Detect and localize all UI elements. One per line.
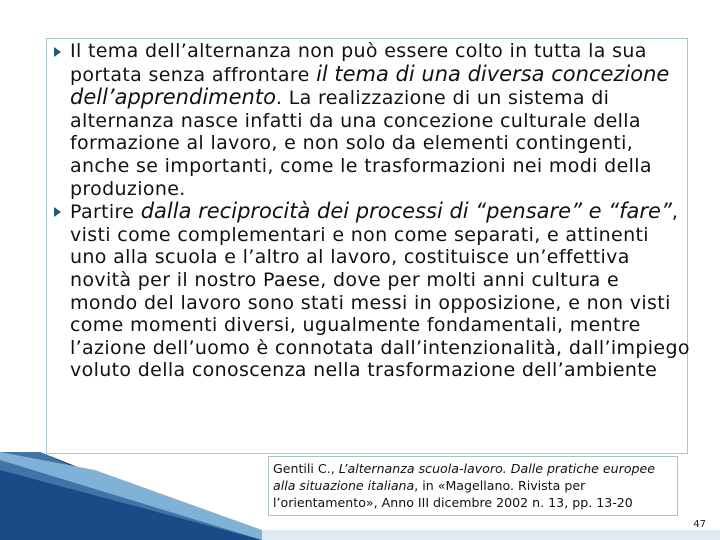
citation [268,456,678,516]
bullet-2-text-cont: , visti come complementari e non come separati, e attinenti uno alla scuola e l’altro al lavoro, costituisce un’effettiva novità per il nostro Paese, dove per molti anni cultura e mondo del lavoro sono stati messi in opposizione, e non visti come momenti diversi, ugualmente fondamentali, mentre l’azione dell’uomo è connotata dall’intenzionalità, dall’impiego voluto della conoscenza nella trasformazione dell’ambiente [70,201,690,382]
bullet-1-text-cont: . La realizzazione di un sistema di alternanza nasce infatti da una concezione culturale della formazione al lavoro, e non solo da elementi contingenti, anche se importanti, come le trasformazioni nei modi della produzione. [70,87,652,200]
bullet-2-text: Partire [70,201,141,224]
ribbon-pale-band [262,530,720,540]
bullet-list [50,40,690,382]
bullet-item-2 [50,200,690,382]
citation-details: , in «Magellano. Rivista per l’orientamento», Anno III dicembre 2002 n. 13, pp. 13-20 [273,478,633,510]
bullet-1-text: Il tema dell’alternanza non può essere colto in tutta la sua portata senza affrontare [70,40,647,86]
bullet-2-emphasis: dalla reciprocità dei processi di “pensare” e “fare” [140,199,672,224]
bullet-arrow-icon [54,207,61,217]
bullet-arrow-icon [54,47,61,57]
citation-title: L’alternanza scuola-lavoro. Dalle pratiche europee alla situazione italiana [273,461,656,493]
bullet-item-1 [50,40,690,200]
bullet-1-emphasis: il tema di una diversa concezione dell’apprendimento [70,61,670,110]
page-number: 47 [693,519,706,530]
citation-author: Gentili C., [273,461,339,476]
